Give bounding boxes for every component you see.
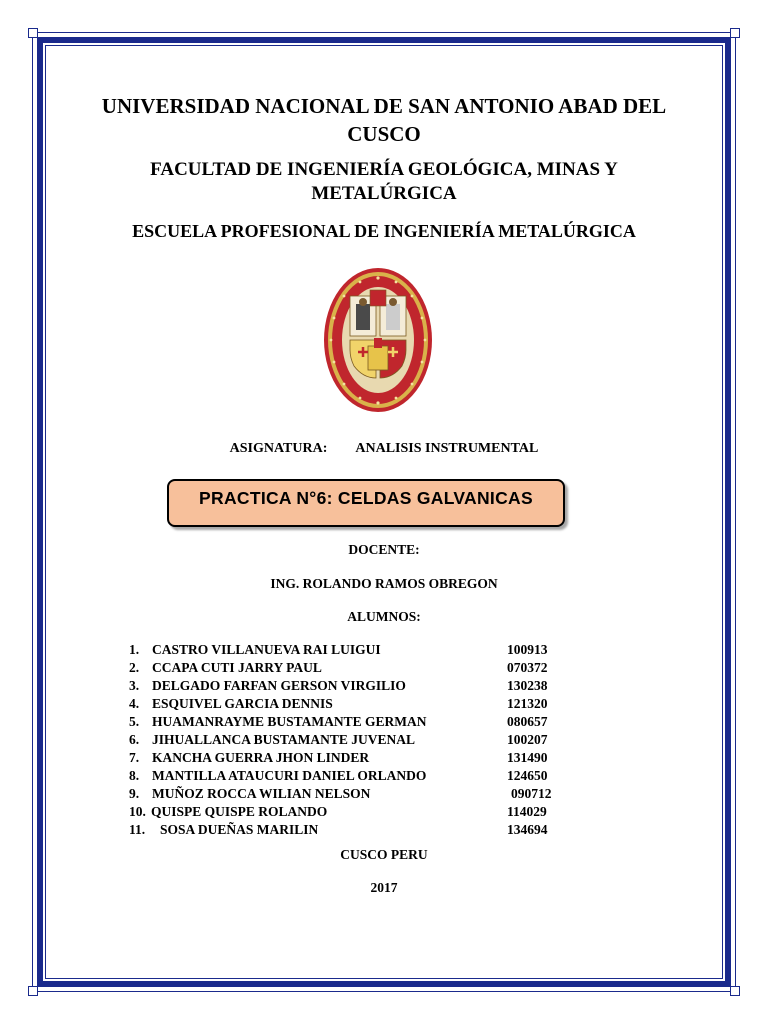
border-corner-ornament [28,986,38,996]
student-number: 9. [129,786,140,801]
list-item [129,695,589,713]
list-item [129,713,589,731]
teacher-label: DOCENTE: [348,542,420,557]
student-number: 11. [129,822,146,837]
subject-line [0,441,768,457]
student-code: 114029 [507,804,547,819]
list-item [129,749,589,767]
university-name-line1: UNIVERSIDAD NACIONAL DE SAN ANTONIO ABAD DEL [101,94,667,118]
student-code: 100207 [507,732,548,747]
border-corner-ornament [730,986,740,996]
list-item [129,803,589,821]
university-name [0,92,768,148]
student-name: QUISPE QUISPE ROLANDO [151,804,328,819]
university-name-line2: CUSCO [347,122,421,146]
student-name: ESQUIVEL GARCIA DENNIS [152,696,333,711]
list-item [129,785,589,803]
subject-label: ASIGNATURA: [229,441,328,456]
student-name: HUAMANRAYME BUSTAMANTE GERMAN [152,714,427,729]
student-number: 8. [129,768,140,783]
student-code: 131490 [507,750,548,765]
student-code: 080657 [507,714,548,729]
student-number: 7. [129,750,140,765]
student-number: 4. [129,696,140,711]
list-item [129,659,589,677]
faculty-name-line2: METALÚRGICA [311,183,457,204]
student-code: 124650 [507,768,548,783]
student-code: 070372 [507,660,548,675]
student-code: 100913 [507,642,548,657]
student-name: SOSA DUEÑAS MARILIN [160,822,319,837]
teacher-name: ING. ROLANDO RAMOS OBREGON [270,576,498,591]
student-number: 10. [129,804,146,819]
students-list [129,641,589,839]
student-code: 121320 [507,696,548,711]
list-item [129,641,589,659]
student-name: CASTRO VILLANUEVA RAI LUIGUI [152,642,381,657]
student-name: KANCHA GUERRA JHON LINDER [152,750,370,765]
student-number: 1. [129,642,140,657]
student-number: 5. [129,714,140,729]
school-name: ESCUELA PROFESIONAL DE INGENIERÍA METALÚRGICA [132,221,636,241]
border-corner-ornament [28,28,38,38]
list-item [129,677,589,695]
list-item [129,731,589,749]
student-number: 3. [129,678,140,693]
faculty-name [0,158,768,206]
university-seal-icon [322,266,434,414]
year: 2017 [370,880,398,895]
city-country: CUSCO PERU [340,847,428,862]
faculty-name-line1: FACULTAD DE INGENIERÍA GEOLÓGICA, MINAS Y [150,159,618,180]
student-number: 6. [129,732,140,747]
student-name: MUÑOZ ROCCA WILIAN NELSON [152,786,371,801]
student-name: CCAPA CUTI JARRY PAUL [152,660,322,675]
list-item [129,821,589,839]
student-code: 134694 [507,822,548,837]
student-name: MANTILLA ATAUCURI DANIEL ORLANDO [152,768,427,783]
border-corner-ornament [730,28,740,38]
student-name: JIHUALLANCA BUSTAMANTE JUVENAL [152,732,416,747]
student-name: DELGADO FARFAN GERSON VIRGILIO [152,678,406,693]
student-number: 2. [129,660,140,675]
subject-value: ANALISIS INSTRUMENTAL [355,441,539,456]
student-code: 090712 [511,786,552,801]
student-code: 130238 [507,678,548,693]
practice-title-box [167,479,565,527]
practice-title: PRACTICA N°6: CELDAS GALVANICAS [199,487,533,508]
students-label: ALUMNOS: [347,609,421,624]
list-item [129,767,589,785]
